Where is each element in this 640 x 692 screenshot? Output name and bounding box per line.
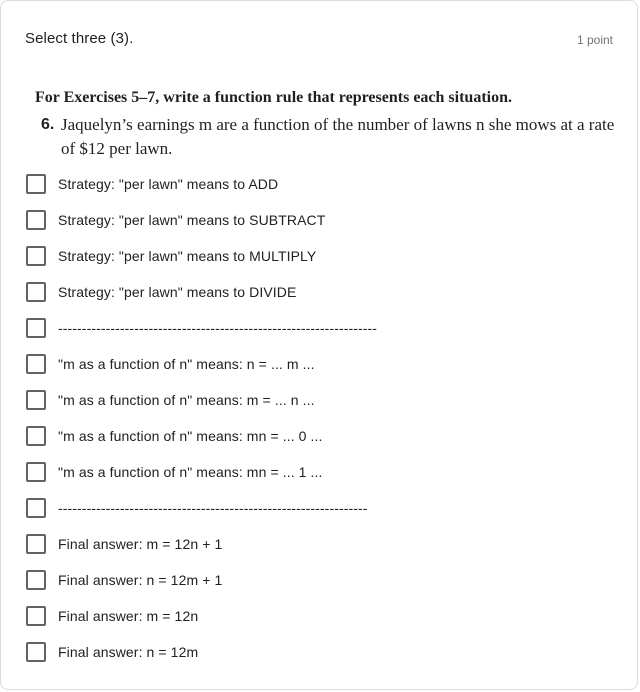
exercise-text: Jaquelyn’s earnings m are a function of the number of lawns n she mows at a rate of $12 per lawn.: [61, 115, 615, 158]
checkbox-option[interactable]: [26, 310, 626, 346]
checkbox[interactable]: [26, 642, 46, 662]
option-label: Final answer: m = 12n: [58, 608, 199, 624]
exercise: [35, 113, 625, 161]
checkbox[interactable]: [26, 426, 46, 446]
checkbox[interactable]: [26, 282, 46, 302]
option-label: -------------------------------------------------------------------: [58, 320, 378, 336]
checkbox[interactable]: [26, 246, 46, 266]
points-label: 1 point: [576, 33, 613, 47]
option-label: "m as a function of n" means: mn = ... 1 ...: [58, 464, 323, 480]
checkbox[interactable]: [26, 534, 46, 554]
checkbox[interactable]: [26, 210, 46, 230]
checkbox-option[interactable]: [26, 454, 626, 490]
checkbox-option[interactable]: [26, 634, 626, 670]
checkbox[interactable]: [26, 462, 46, 482]
checkbox[interactable]: [26, 570, 46, 590]
problem-instructions: For Exercises 5–7, write a function rule that represents each situation.: [35, 89, 512, 106]
question-title: Select three (3).: [25, 30, 134, 47]
checkbox[interactable]: [26, 390, 46, 410]
option-label: Strategy: "per lawn" means to ADD: [58, 176, 279, 192]
option-label: -----------------------------------------------------------------: [58, 500, 368, 516]
checkbox[interactable]: [26, 318, 46, 338]
checkbox[interactable]: [26, 354, 46, 374]
option-label: Final answer: n = 12m: [58, 644, 199, 660]
option-label: Strategy: "per lawn" means to MULTIPLY: [58, 248, 317, 264]
checkbox-option[interactable]: [26, 202, 626, 238]
checkbox-option[interactable]: [26, 346, 626, 382]
question-header: [25, 29, 613, 51]
option-label: Strategy: "per lawn" means to DIVIDE: [58, 284, 297, 300]
option-label: Final answer: m = 12n + 1: [58, 536, 223, 552]
checkbox-options-list: [26, 166, 626, 670]
checkbox-option[interactable]: [26, 526, 626, 562]
checkbox-option[interactable]: [26, 418, 626, 454]
checkbox-option[interactable]: [26, 382, 626, 418]
option-label: "m as a function of n" means: n = ... m ...: [58, 356, 315, 372]
checkbox[interactable]: [26, 498, 46, 518]
option-label: Final answer: n = 12m + 1: [58, 572, 223, 588]
checkbox[interactable]: [26, 174, 46, 194]
checkbox-option[interactable]: [26, 238, 626, 274]
checkbox-option[interactable]: [26, 490, 626, 526]
problem-image: [35, 87, 625, 161]
checkbox-option[interactable]: [26, 562, 626, 598]
checkbox-option[interactable]: [26, 598, 626, 634]
option-label: Strategy: "per lawn" means to SUBTRACT: [58, 212, 326, 228]
checkbox-option[interactable]: [26, 166, 626, 202]
checkbox-option[interactable]: [26, 274, 626, 310]
checkbox[interactable]: [26, 606, 46, 626]
exercise-number: 6.: [41, 116, 55, 133]
option-label: "m as a function of n" means: m = ... n ...: [58, 392, 315, 408]
option-label: "m as a function of n" means: mn = ... 0 ...: [58, 428, 323, 444]
